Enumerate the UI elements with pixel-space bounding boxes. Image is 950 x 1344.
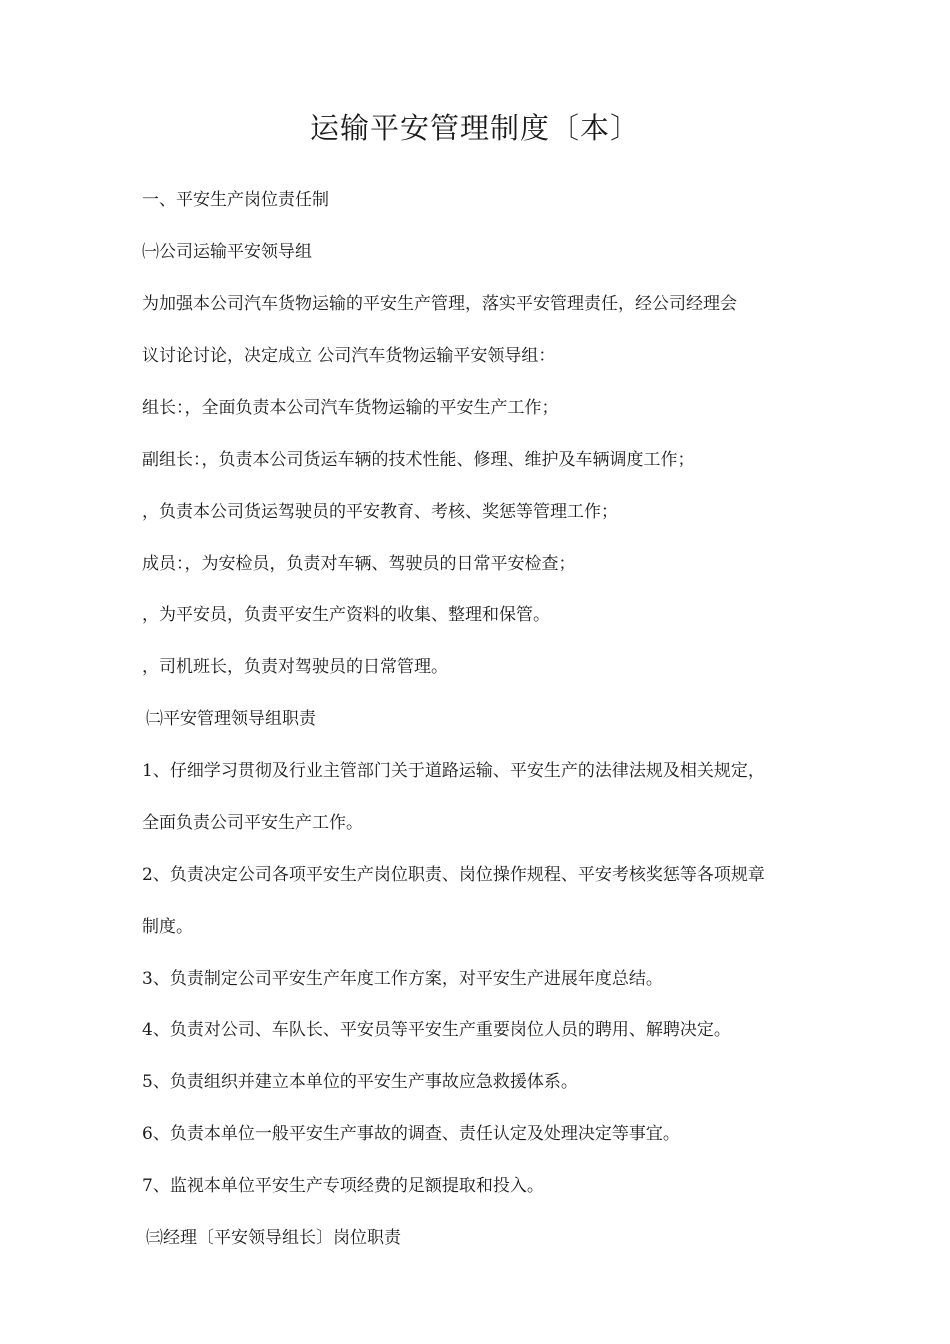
paragraph-line: 成员：，为安检员，负责对车辆、驾驶员的日常平安检查；	[142, 554, 576, 574]
paragraph-line: 组长：，全面负责本公司汽车货物运输的平安生产工作；	[142, 398, 559, 418]
paragraph-line: ，负责本公司货运驾驶员的平安教育、考核、奖惩等管理工作；	[142, 502, 618, 522]
paragraph-line: 全面负责公司平安生产工作。	[142, 813, 363, 833]
paragraph-line: 副组长：，负责本公司货运车辆的技术性能、修理、维护及车辆调度工作；	[142, 450, 695, 470]
paragraph-line: 3、负责制定公司平安生产年度工作方案，对平安生产进展年度总结。	[142, 969, 663, 989]
section-heading-1: 一、平安生产岗位责任制	[142, 190, 329, 210]
paragraph-line: 4、负责对公司、车队长、平安员等平安生产重要岗位人员的聘用、解聘决定。	[142, 1020, 731, 1040]
paragraph-line: 5、负责组织并建立本单位的平安生产事故应急救援体系。	[142, 1072, 578, 1092]
subsection-heading-2: ㈡平安管理领导组职责	[146, 709, 316, 729]
paragraph-line: 议讨论讨论，决定成立 公司汽车货物运输平安领导组：	[142, 346, 556, 366]
paragraph-line: 7、监视本单位平安生产专项经费的足额提取和投入。	[142, 1176, 544, 1196]
paragraph-line: 制度。	[142, 917, 193, 937]
document-title: 运输平安管理制度〔本〕	[309, 111, 640, 145]
subsection-heading-1: ㈠公司运输平安领导组	[142, 242, 312, 262]
paragraph-line: 为加强本公司汽车货物运输的平安生产管理，落实平安管理责任，经公司经理会	[142, 294, 737, 314]
subsection-heading-3: ㈢经理〔平安领导组长〕岗位职责	[146, 1228, 401, 1248]
paragraph-line: 2、负责决定公司各项平安生产岗位职责、岗位操作规程、平安考核奖惩等各项规章	[142, 865, 765, 885]
paragraph-line: 1、仔细学习贯彻及行业主管部门关于道路运输、平安生产的法律法规及相关规定，	[142, 761, 765, 781]
paragraph-line: ，司机班长，负责对驾驶员的日常管理。	[142, 657, 448, 677]
paragraph-line: 6、负责本单位一般平安生产事故的调查、责任认定及处理决定等事宜。	[142, 1124, 680, 1144]
paragraph-line: ，为平安员，负责平安生产资料的收集、整理和保管。	[142, 605, 550, 625]
